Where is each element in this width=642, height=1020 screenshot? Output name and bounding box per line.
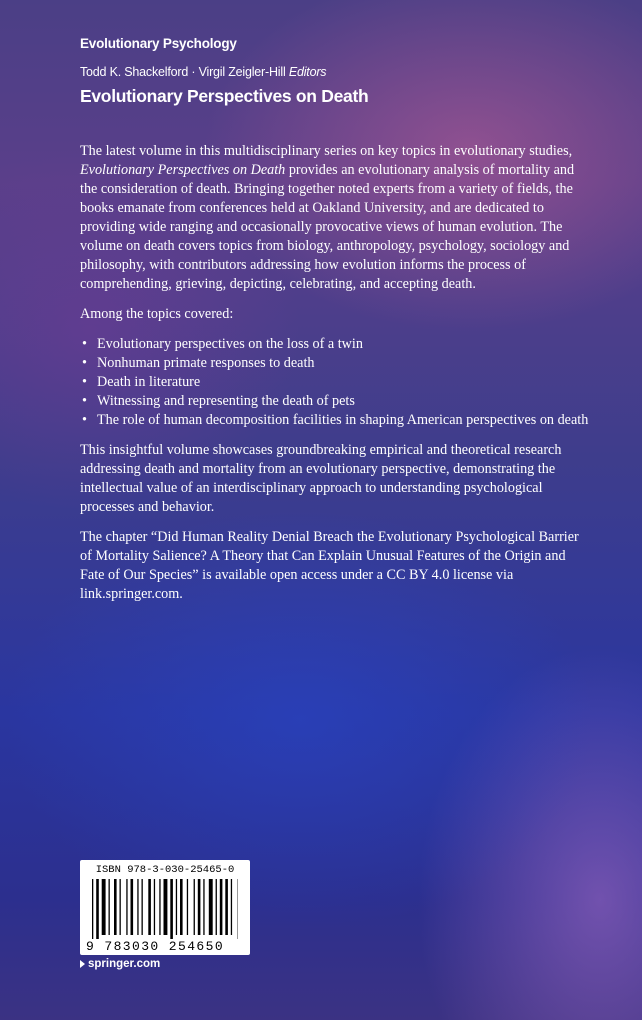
publisher-link-label: springer.com: [88, 958, 161, 970]
editor-names: Todd K. Shackelford · Virgil Zeigler-Hill: [80, 65, 286, 79]
intro-lead: The latest volume in this multidisciplinary series on key topics in evolutionary studies,: [80, 143, 573, 159]
barcode-bar: [203, 879, 204, 935]
barcode-bar: [126, 879, 127, 935]
barcode-bar: [220, 879, 223, 935]
barcode-bar: [209, 879, 213, 935]
bullet-icon: •: [82, 412, 87, 428]
barcode-digits: 9 783030 254650: [86, 939, 225, 954]
topics-list: [80, 335, 592, 430]
barcode: [80, 860, 250, 955]
barcode-bar: [176, 879, 177, 935]
editors-line: [80, 65, 326, 79]
topics-heading: Among the topics covered:: [80, 306, 234, 322]
bullet-icon: •: [82, 374, 87, 390]
barcode-bar: [154, 879, 155, 935]
barcode-bar: [96, 879, 99, 939]
intro-rest: provides an evolutionary analysis of mortality and the consideration of death. Bringing together noted experts from a variety of fields, the books emanate from conferences held at Oakland University, and are dedicated to providing wide ranging and occasionally provocative views of human evolution. The volume on death covers topics from biology, anthropology, psychology, sociology and philosophy, with contributors addressing how evolution informs the process of comprehending, grieving, depicting, celebrating, and accepting death.: [80, 162, 575, 292]
bullet-icon: •: [82, 336, 87, 352]
barcode-bar: [216, 879, 217, 935]
barcode-bar: [180, 879, 183, 935]
barcode-bars: [92, 879, 238, 939]
description: [80, 142, 592, 615]
summary-paragraph: This insightful volume showcases groundbreaking empirical and theoretical research addressing death and mortality from an evolutionary perspective, demonstrating the intellectual value of an interdisciplinary approach to understanding psychological processes and behavior.: [80, 442, 562, 515]
isbn-text: ISBN 978-3-030-25465-0: [95, 864, 235, 876]
barcode-bar: [142, 879, 143, 935]
barcode-bar: [114, 879, 117, 935]
barcode-bar: [164, 879, 168, 935]
barcode-bar: [148, 879, 151, 935]
barcode-bar: [92, 879, 93, 939]
barcode-bar: [102, 879, 106, 935]
intro-paragraph: [80, 142, 592, 294]
barcode-bar: [194, 879, 195, 935]
book-title: Evolutionary Perspectives on Death: [80, 86, 369, 106]
list-item: • Witnessing and representing the death of pets: [82, 393, 355, 409]
list-item: • Nonhuman primate responses to death: [82, 355, 315, 371]
barcode-bar: [137, 879, 138, 935]
barcode-bar: [170, 879, 173, 939]
series-title: Evolutionary Psychology: [80, 36, 237, 51]
barcode-bar: [109, 879, 110, 935]
open-access-paragraph: The chapter “Did Human Reality Denial Breach the Evolutionary Psychological Barrier of Mortality Salience? A Theory that Can Explain Unusual Features of the Origin and Fate of Our Species” is available open access under a CC BY 4.0 license via link.springer.com.: [80, 529, 579, 602]
intro-book-title: Evolutionary Perspectives on Death: [80, 162, 286, 178]
publisher-link[interactable]: [80, 958, 160, 970]
barcode-bar: [225, 879, 228, 935]
barcode-bar: [231, 879, 232, 935]
arrow-icon: [80, 960, 85, 968]
editors-role: Editors: [288, 65, 327, 79]
list-item: • Death in literature: [82, 374, 201, 390]
barcode-bar: [187, 879, 188, 935]
barcode-bar: [198, 879, 201, 935]
barcode-bar: [120, 879, 121, 935]
list-item: • Evolutionary perspectives on the loss of a twin: [82, 336, 363, 352]
list-item: • The role of human decomposition facilities in shaping American perspectives on death: [82, 412, 589, 428]
bullet-icon: •: [82, 355, 87, 371]
bullet-icon: •: [82, 393, 87, 409]
barcode-bar: [131, 879, 134, 935]
barcode-bar: [159, 879, 160, 935]
